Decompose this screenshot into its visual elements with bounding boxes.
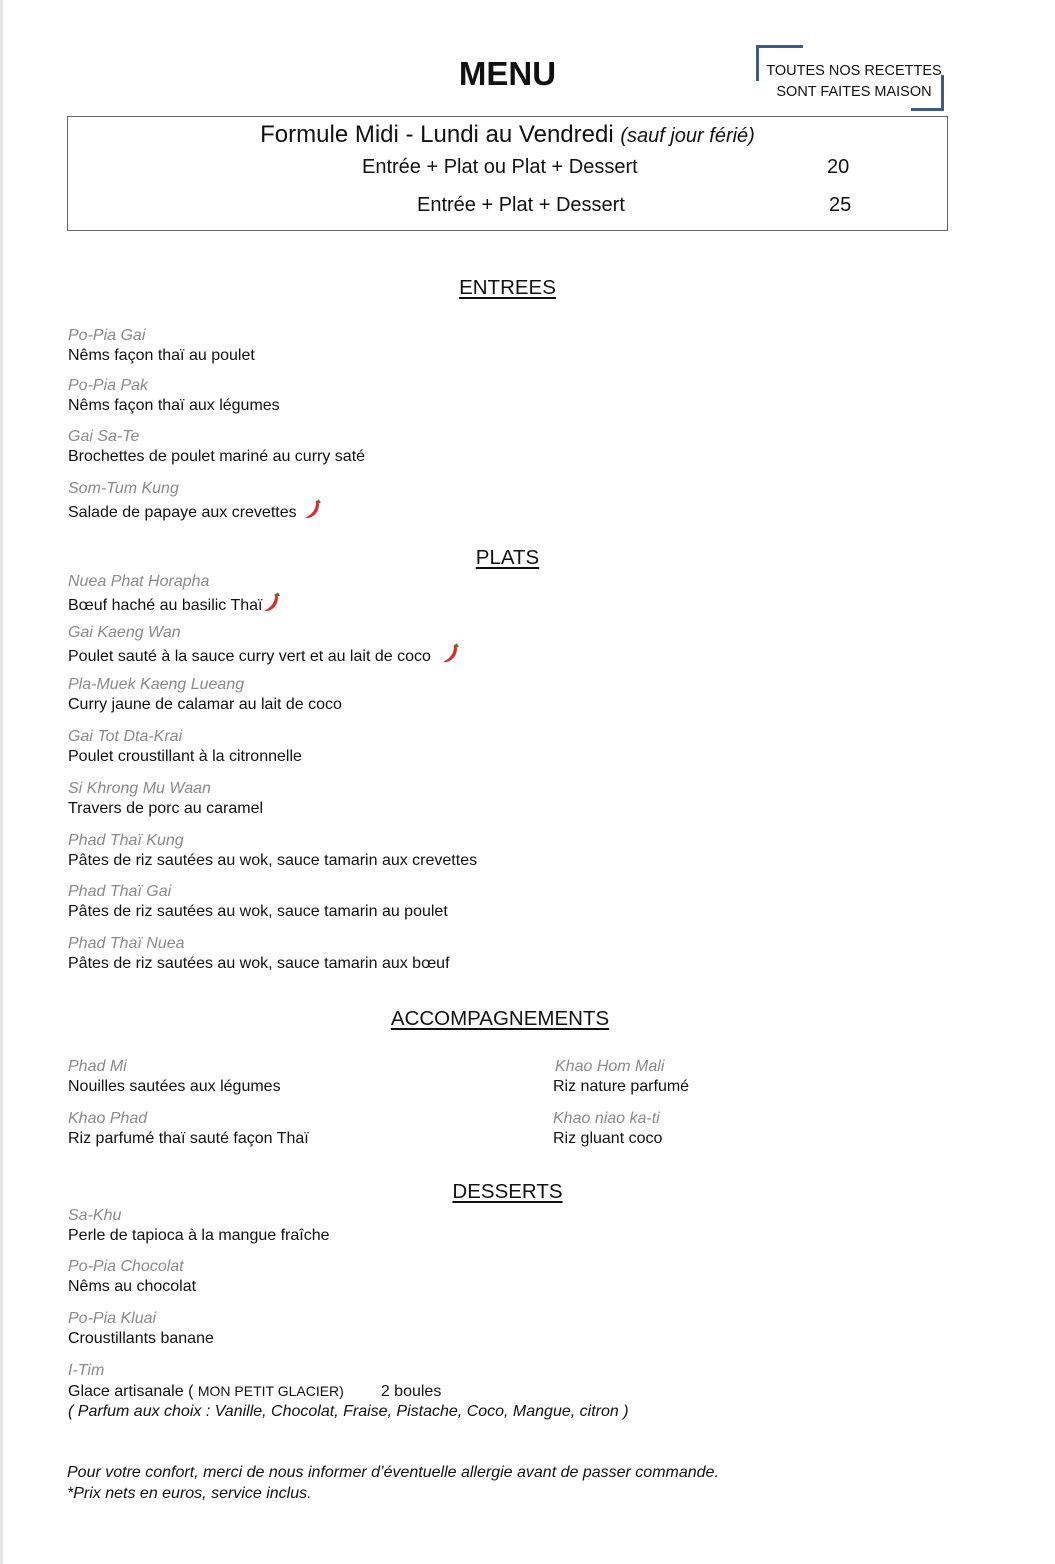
accompagnements-heading: ACCOMPAGNEMENTS	[390, 1007, 610, 1030]
item-description: Riz nature parfumé	[553, 1078, 690, 1095]
item-description: Poulet sauté à la sauce curry vert et au lait de coco	[68, 648, 431, 666]
item-thai-name: Sa-Khu	[68, 1207, 122, 1224]
item-description-line	[68, 499, 323, 527]
plats-heading: PLATS	[475, 546, 540, 569]
page-edge	[0, 0, 3, 1564]
menu-item	[68, 1109, 309, 1149]
menu-item	[68, 427, 365, 467]
ice-cream-brand: MON PETIT GLACIER)	[197, 1383, 344, 1399]
formula-option-1-price: 20	[827, 156, 850, 178]
menu-item	[553, 1109, 662, 1149]
item-thai-name: Po-Pia Chocolat	[68, 1258, 184, 1275]
item-thai-name: Khao Hom Mali	[555, 1058, 665, 1075]
menu-item	[68, 479, 323, 527]
chili-pepper-icon	[441, 643, 461, 671]
ice-cream-flavours: ( Parfum aux choix : Vanille, Chocolat, Fraise, Pistache, Coco, Mangue, citron )	[68, 1403, 629, 1420]
formula-option-2-price: 25	[829, 194, 852, 216]
homemade-stamp	[756, 45, 944, 111]
item-description: Curry jaune de calamar au lait de coco	[68, 696, 342, 713]
item-thai-name: Pla-Muek Kaeng Lueang	[68, 676, 245, 693]
stamp-line-2: SONT FAITES MAISON	[776, 84, 932, 100]
item-description: Pâtes de riz sautées au wok, sauce tamarin aux bœuf	[68, 955, 450, 972]
stamp-text	[764, 61, 944, 103]
ice-cream-quantity: 2 boules	[380, 1383, 442, 1400]
menu-item	[68, 1206, 330, 1246]
item-thai-name: Si Khrong Mu Waan	[68, 780, 211, 797]
menu-item	[68, 831, 477, 871]
lunch-formula-box	[67, 116, 948, 231]
item-description: Nêms façon thaï aux légumes	[68, 397, 280, 414]
item-thai-name: Po-Pia Kluai	[68, 1310, 157, 1327]
entrees-heading: ENTREES	[459, 276, 556, 299]
formula-option-2-label: Entrée + Plat + Dessert	[417, 194, 625, 216]
menu-item	[68, 727, 302, 767]
item-thai-name: Po-Pia Pak	[68, 377, 149, 394]
menu-item	[68, 779, 263, 819]
menu-item	[68, 572, 282, 620]
chili-pepper-icon	[262, 592, 282, 620]
item-thai-name: Khao niao ka-ti	[553, 1110, 660, 1127]
menu-item	[68, 1309, 214, 1349]
item-thai-name: Phad Thaï Kung	[68, 832, 184, 849]
menu-item	[68, 1361, 629, 1422]
stamp-line-1: TOUTES NOS RECETTES	[766, 63, 942, 79]
item-description: Nêms au chocolat	[68, 1278, 197, 1295]
menu-item	[68, 882, 448, 922]
menu-item	[68, 623, 461, 671]
menu-item	[68, 1057, 281, 1097]
formula-note: (sauf jour férié)	[620, 125, 755, 147]
item-thai-name: Gai Tot Dta-Krai	[68, 728, 183, 745]
menu-item	[68, 675, 342, 715]
menu-item	[68, 376, 280, 416]
item-description: Riz parfumé thaï sauté façon Thaï	[68, 1130, 309, 1147]
item-thai-name: Phad Mi	[68, 1058, 127, 1075]
menu-item	[553, 1057, 689, 1097]
item-description: Salade de papaye aux crevettes	[68, 504, 297, 522]
item-description: Nouilles sautées aux légumes	[68, 1078, 281, 1095]
item-description: Riz gluant coco	[553, 1130, 663, 1147]
item-description: Pâtes de riz sautées au wok, sauce tamarin aux crevettes	[68, 852, 478, 869]
item-description: Croustillants banane	[68, 1330, 214, 1347]
item-description: Bœuf haché au basilic Thaï	[68, 597, 263, 615]
formula-title-text: Formule Midi - Lundi au Vendredi	[260, 121, 614, 148]
allergy-note: Pour votre confort, merci de nous informer d’éventuelle allergie avant de passer commande.	[67, 1464, 719, 1481]
item-thai-name: Phad Thaï Nuea	[68, 935, 185, 952]
item-thai-name: Nuea Phat Horapha	[68, 573, 210, 590]
item-description: Travers de porc au caramel	[68, 800, 264, 817]
formula-title	[68, 121, 947, 149]
item-description: Brochettes de poulet mariné au curry saté	[68, 448, 366, 465]
menu-item	[68, 934, 450, 974]
price-note: *Prix nets en euros, service inclus.	[67, 1485, 312, 1502]
item-description: Nêms façon thaï au poulet	[68, 347, 255, 364]
formula-option-1-label: Entrée + Plat ou Plat + Dessert	[362, 156, 638, 178]
chili-pepper-icon	[303, 499, 323, 527]
menu-item	[68, 1257, 196, 1297]
item-description: Perle de tapioca à la mangue fraîche	[68, 1227, 330, 1244]
item-thai-name: Khao Phad	[68, 1110, 148, 1127]
item-thai-name: Gai Sa-Te	[68, 428, 140, 445]
item-thai-name: Po-Pia Gai	[68, 327, 146, 344]
item-thai-name: Gai Kaeng Wan	[68, 624, 181, 641]
item-thai-name: Som-Tum Kung	[68, 480, 179, 497]
page-title: MENU	[458, 55, 557, 92]
item-description: Poulet croustillant à la citronnelle	[68, 748, 302, 765]
desserts-heading: DESSERTS	[452, 1180, 563, 1203]
item-description-line	[68, 592, 282, 620]
item-description-line	[68, 643, 461, 671]
menu-item	[68, 326, 255, 366]
item-description: Pâtes de riz sautées au wok, sauce tamarin au poulet	[68, 903, 448, 920]
item-thai-name: I-Tim	[68, 1362, 105, 1379]
footer-notes	[67, 1462, 719, 1504]
item-description-line	[68, 1381, 629, 1402]
item-thai-name: Phad Thaï Gai	[68, 883, 172, 900]
item-description: Glace artisanale (	[68, 1383, 194, 1400]
